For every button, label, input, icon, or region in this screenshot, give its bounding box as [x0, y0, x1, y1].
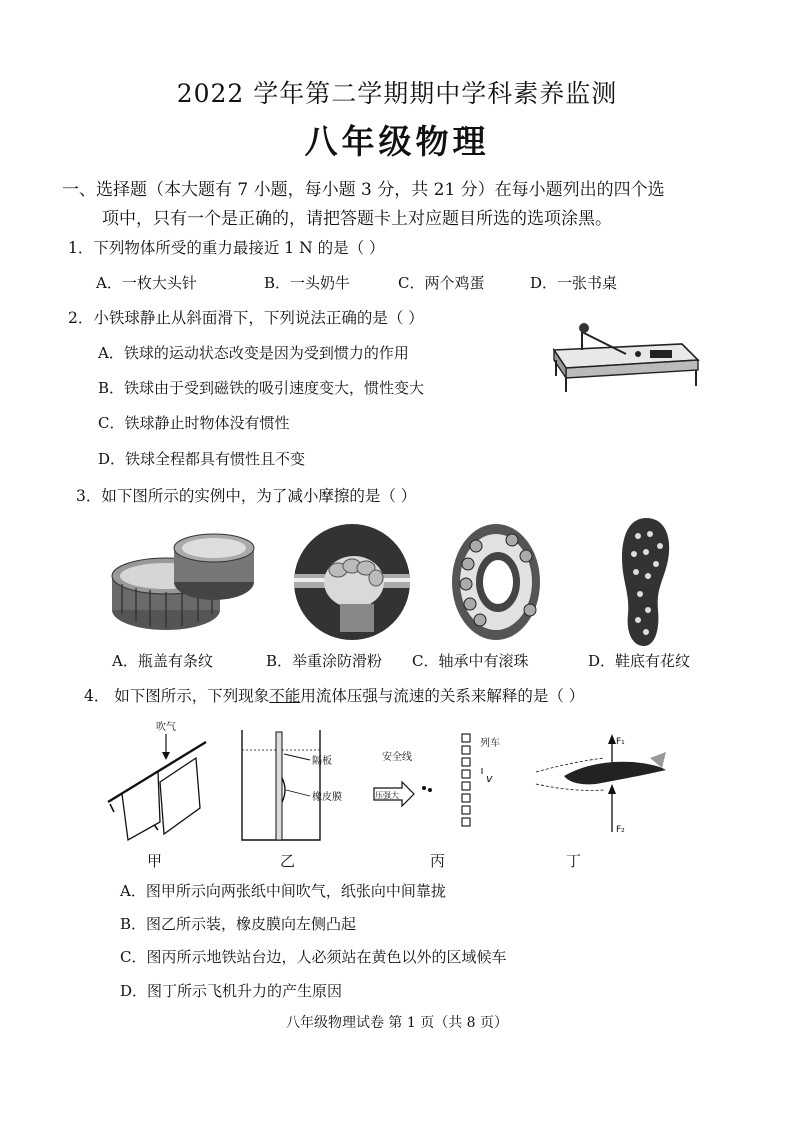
q3-caption-c[interactable]: C．轴承中有滚珠 — [412, 652, 529, 670]
q1-stem: 1．下列物体所受的重力最接近 1 N 的是（ ） — [68, 239, 385, 257]
q1-option-c[interactable]: C．两个鸡蛋 — [398, 274, 485, 292]
section-line-2: 项中，只有一个是正确的，请把答题卡上对应题目所选的选项涂黑。 — [102, 209, 612, 229]
label-train: 列车 — [480, 738, 500, 749]
q1-option-b[interactable]: B．一头奶牛 — [264, 274, 351, 292]
q3-caption-d[interactable]: D．鞋底有花纹 — [588, 652, 691, 670]
figure-caption-ding: 丁 — [566, 852, 582, 870]
label-pressure-big: 压强大 — [375, 791, 399, 800]
q4-stem-underlined: 不能 — [269, 687, 301, 705]
q3-caption-b[interactable]: B．举重涂防滑粉 — [266, 652, 383, 670]
q3-caption-a[interactable]: A．瓶盖有条纹 — [112, 652, 213, 670]
figure-caption-bing: 丙 — [430, 852, 446, 870]
label-velocity: v — [486, 772, 493, 785]
figure-bing-platform — [368, 730, 508, 846]
label-partition: 隔板 — [312, 756, 332, 767]
label-f2: F₂ — [616, 825, 625, 835]
q1-option-d[interactable]: D．一张书桌 — [530, 274, 618, 292]
q4-option-b[interactable]: B．图乙所示装，橡皮膜向左侧凸起 — [120, 915, 357, 933]
section-line-1: 一、选择题（本大题有 7 小题，每小题 3 分，共 21 分）在每小题列出的四个选 — [62, 180, 665, 200]
q4-stem — [84, 684, 584, 706]
figure-caption-jia: 甲 — [147, 852, 163, 870]
subject-title: 八年级物理 — [304, 122, 490, 161]
q2-option-d[interactable]: D．铁球全程都具有惯性且不变 — [98, 450, 306, 468]
q4-option-a[interactable]: A．图甲所示向两张纸中间吹气，纸张向中间靠拢 — [120, 882, 446, 900]
label-f1: F₁ — [616, 737, 625, 747]
q2-option-c[interactable]: C．铁球静止时物体没有惯性 — [98, 414, 290, 432]
ramp-ball-figure — [546, 316, 702, 400]
figure-yi-container — [236, 724, 366, 846]
exam-title: 2022 学年第二学期期中学科素养监测 — [176, 79, 618, 108]
label-safety-line: 安全线 — [382, 752, 412, 763]
q2-option-a[interactable]: A．铁球的运动状态改变是因为受到惯力的作用 — [98, 344, 409, 362]
q2-stem: 2．小铁球静止从斜面滑下，下列说法正确的是（ ） — [68, 309, 424, 327]
q4-stem-before: 4． 如下图所示，下列现象 — [84, 687, 270, 705]
bottle-caps-image — [110, 520, 258, 640]
page-footer: 八年级物理试卷 第 1 页（共 8 页） — [285, 1015, 509, 1031]
section-instructions — [62, 176, 742, 234]
figure-jia-paper-sheets — [104, 718, 216, 844]
figure-caption-yi: 乙 — [280, 852, 296, 870]
figure-ding-airfoil — [532, 732, 682, 840]
q3-stem: 3．如下图所示的实例中，为了减小摩擦的是（ ） — [76, 487, 417, 505]
q4-option-c[interactable]: C．图丙所示地铁站台边，人必须站在黄色以外的区域候车 — [120, 948, 507, 966]
shoe-sole-image — [616, 514, 674, 650]
label-blow: 吹气 — [156, 722, 176, 733]
label-membrane: 橡皮膜 — [312, 792, 342, 803]
weightlifting-hand-image — [292, 522, 412, 642]
q4-stem-after: 用流体压强与流速的关系来解释的是（ ） — [300, 687, 585, 705]
q2-option-b[interactable]: B．铁球由于受到磁铁的吸引速度变大，惯性变大 — [98, 379, 425, 397]
q1-option-a[interactable]: A．一枚大头针 — [96, 274, 197, 292]
ball-bearing-image — [446, 520, 548, 644]
q4-option-d[interactable]: D．图丁所示飞机升力的产生原因 — [120, 982, 343, 1000]
